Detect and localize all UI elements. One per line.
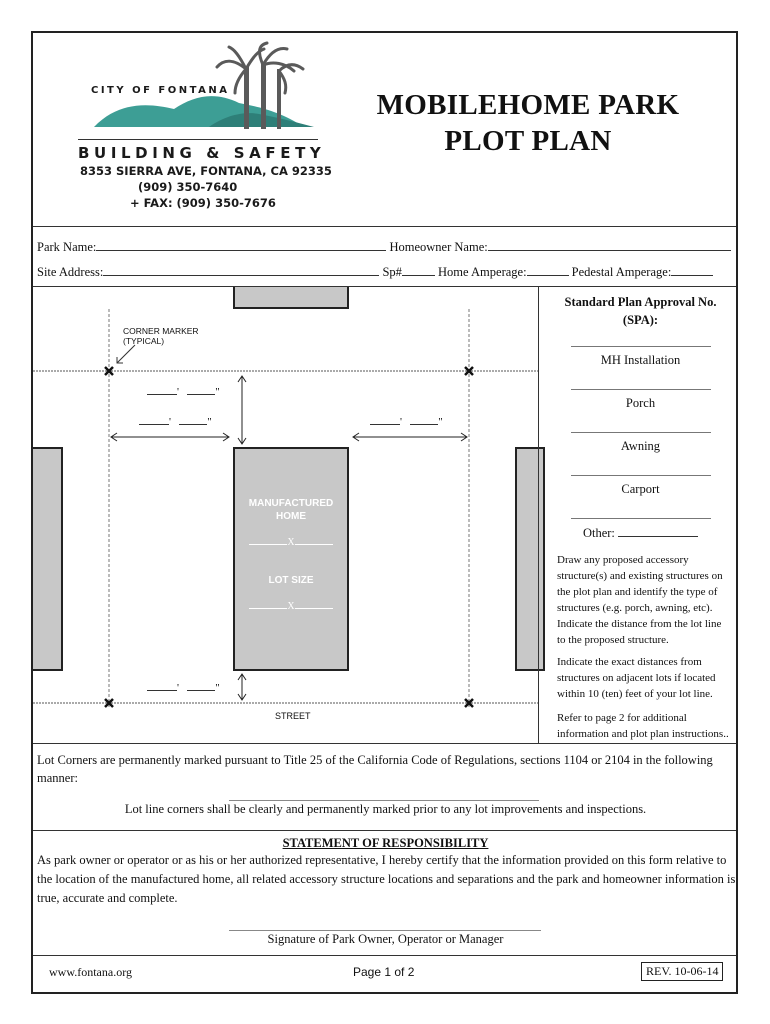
lot-corners-line [229,800,539,801]
spa-heading: Standard Plan Approval No. (SPA): [564,295,717,327]
home-amperage-input[interactable] [527,264,569,276]
lot-size-input[interactable]: X [243,599,339,612]
site-address-label: Site Address: [37,265,104,279]
footer-page: Page 1 of 2 [353,965,415,979]
lot-corners-text: Lot Corners are permanently marked pursuant to Title 25 of the California Code of Regulations, sections 1104 or 2104 in the following manner: [37,753,713,785]
logo-department: BUILDING & SAFETY [78,144,326,162]
park-name-input[interactable] [96,239,386,251]
signature-label: Signature of Park Owner, Operator or Manager [267,932,504,946]
divider [33,743,736,744]
sp-input[interactable] [402,264,435,276]
spa-adjacent-note: Indicate the exact distances from structures on adjacent lots if located within 10 (ten) feet of your lot line. [557,656,716,700]
street-label: STREET [275,711,311,721]
logo-phone: (909) 350-7640 [138,180,238,194]
park-name-label: Park Name: [37,240,97,254]
dimension-left[interactable]: ' " [139,413,212,428]
dimension-right[interactable]: ' " [370,413,443,428]
dimension-top[interactable]: ' " [147,383,220,398]
spa-awning[interactable]: Awning [543,432,738,454]
spa-column [543,287,738,743]
form-title [363,87,693,159]
divider [33,226,736,227]
footer-website[interactable]: www.fontana.org [49,965,132,979]
pedestal-amperage-label: Pedestal Amperage: [571,265,672,279]
site-address-input[interactable] [103,264,379,276]
footer-revision: REV. 10-06-14 [641,962,723,981]
home-amperage-label: Home Amperage: [438,265,527,279]
home-size-input[interactable]: X [243,535,339,548]
spa-porch[interactable]: Porch [543,389,738,411]
spa-mh-installation[interactable]: MH Installation [543,346,738,368]
statement-body: As park owner or operator or as his or her authorized representative, I hereby certify that the information provided on this form relative to the location of the manufactured home, all related accessory structure locations and separations and the park and homeowner information is true, accurate and complete. [37,853,736,905]
spa-carport[interactable]: Carport [543,475,738,497]
lot-size-label: LOT SIZE [268,575,314,586]
logo-fax: + FAX: (909) 350-7676 [130,196,276,210]
logo-divider [78,139,318,140]
manufactured-home-label: MANUFACTURED HOME [248,498,334,522]
spa-refer-note: Refer to page 2 for additional information and plot plan instructions.. [557,712,729,740]
lot-corners-note: Lot line corners shall be clearly and permanently marked prior to any lot improvements and inspections. [124,802,647,816]
statement-heading: STATEMENT OF RESPONSIBILITY [282,836,489,850]
title-line-1: MOBILEHOME PARK [376,89,680,121]
homeowner-name-input[interactable] [488,239,731,251]
spa-other[interactable]: Other: [543,518,738,541]
form-frame [31,31,738,994]
divider [33,955,736,956]
logo-address: 8353 SIERRA AVE, FONTANA, CA 92335 [80,164,332,178]
corner-marker-label: CORNER MARKER (TYPICAL) [123,326,199,346]
plot-plan-area[interactable] [33,287,538,743]
pedestal-amperage-input[interactable] [671,264,713,276]
dimension-bottom[interactable]: ' " [147,679,220,694]
divider [33,830,736,831]
title-line-2: PLOT PLAN [444,125,612,157]
field-row-2 [37,264,713,280]
logo-city-name: CITY OF FONTANA [91,85,230,96]
column-divider [538,287,539,743]
homeowner-name-label: Homeowner Name: [389,240,488,254]
sp-label: Sp# [382,265,402,279]
signature-line[interactable] [229,930,541,931]
spa-instructions: Draw any proposed accessory structure(s) and existing structures on the plot plan and identify the type of structures (e.g. porch, awning, etc). Indicate the distance from the lot line to the proposed structure. [557,554,723,646]
field-row-1 [37,239,731,255]
